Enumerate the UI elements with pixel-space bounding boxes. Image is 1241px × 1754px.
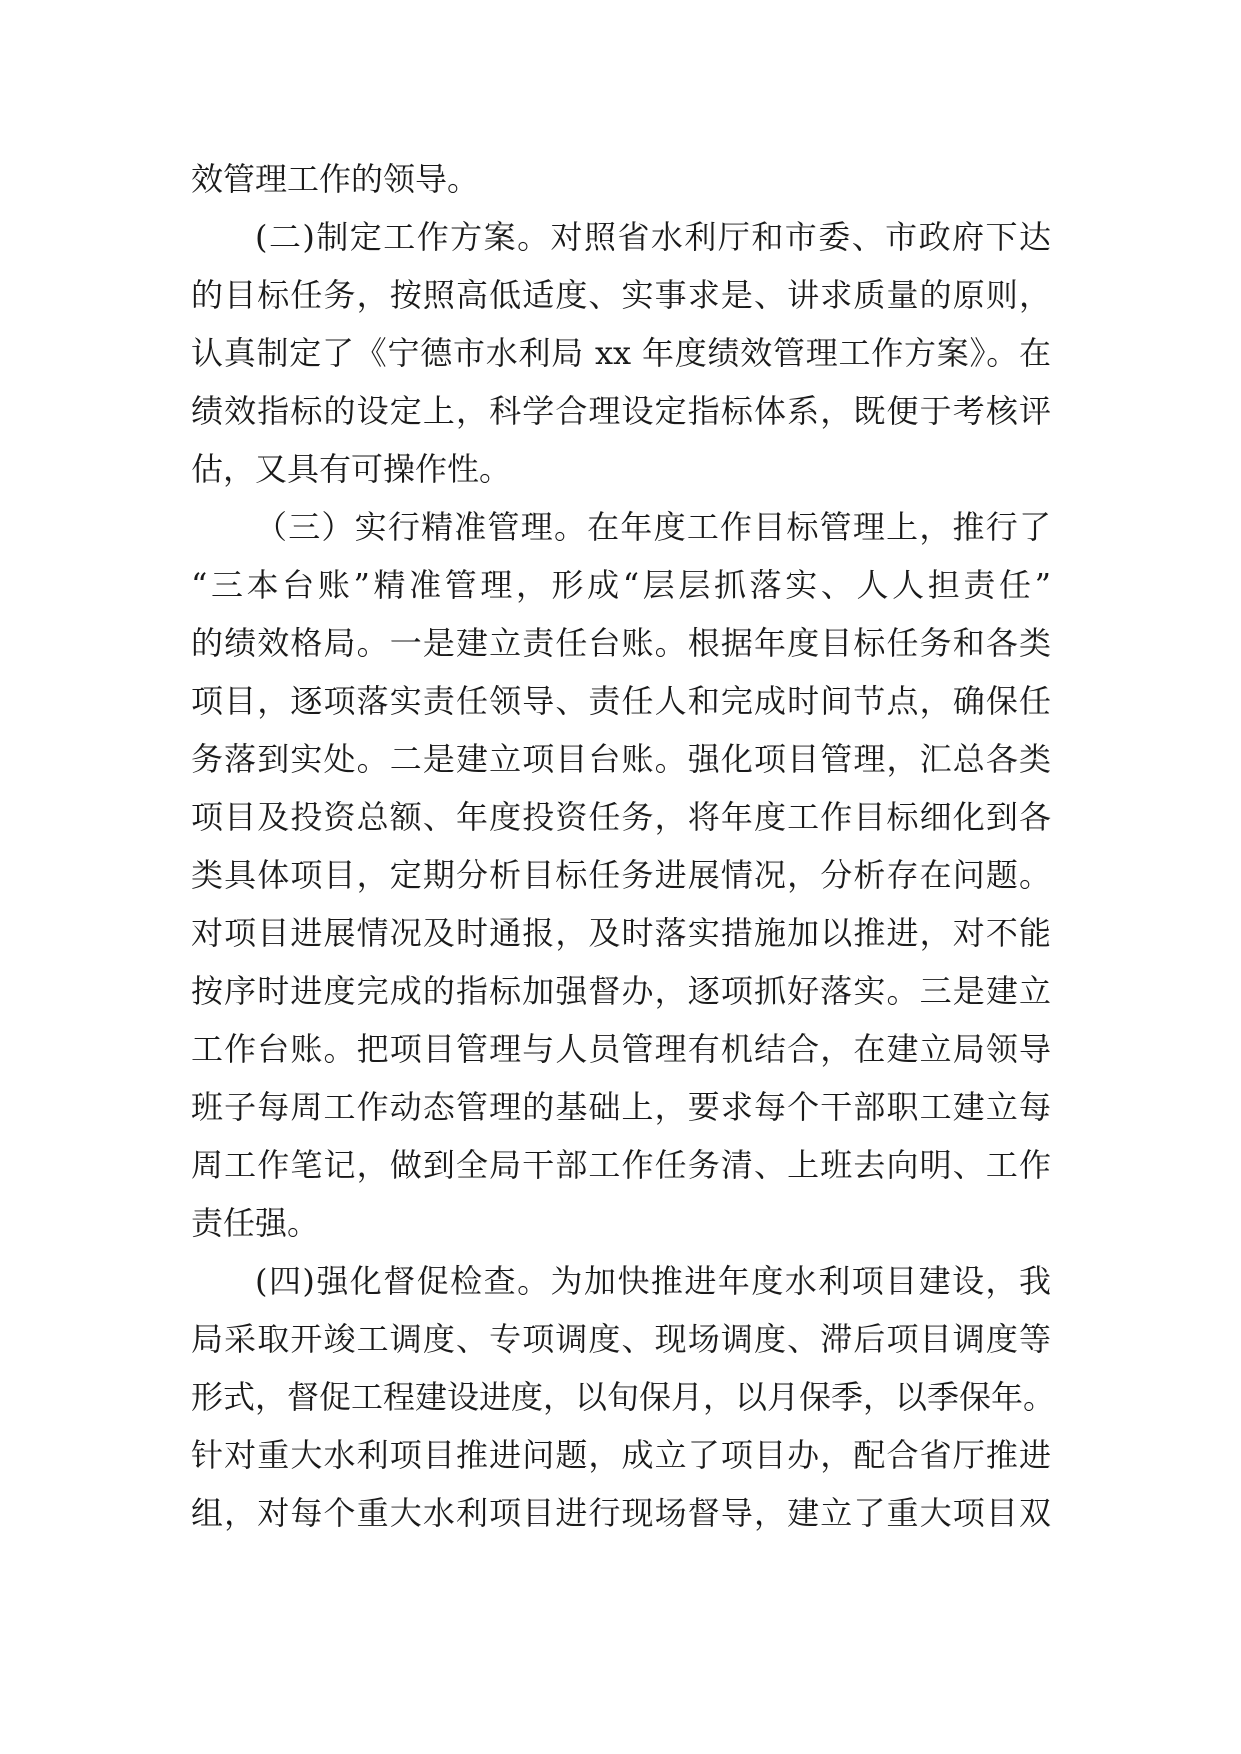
text-line: 周工作笔记，做到全局干部工作任务清、上班去向明、工作 [191,1146,1051,1184]
text-line: 认真制定了《宁德市水利局 xx 年度绩效管理工作方案》。在 [191,334,1051,372]
text-line: 项目及投资总额、年度投资任务，将年度工作目标细化到各 [191,798,1051,836]
text-line: 的目标任务，按照高低适度、实事求是、讲求质量的原则， [191,276,1051,314]
text-line: 工作台账。把项目管理与人员管理有机结合，在建立局领导 [191,1030,1051,1068]
text-line: 组，对每个重大水利项目进行现场督导，建立了重大项目双 [191,1494,1051,1532]
text-line: 项目，逐项落实责任领导、责任人和完成时间节点，确保任 [191,682,1051,720]
text-line: 类具体项目，定期分析目标任务进展情况，分析存在问题。 [191,856,1051,894]
text-line: 形式，督促工程建设进度，以旬保月，以月保季，以季保年。 [191,1378,1056,1416]
text-line: 绩效指标的设定上，科学合理设定指标体系，既便于考核评 [191,392,1051,430]
text-line: 针对重大水利项目推进问题，成立了项目办，配合省厅推进 [191,1436,1051,1474]
text-line: 班子每周工作动态管理的基础上，要求每个干部职工建立每 [191,1088,1051,1126]
text-line: 局采取开竣工调度、专项调度、现场调度、滞后项目调度等 [191,1320,1051,1358]
text-line: 的绩效格局。一是建立责任台账。根据年度目标任务和各类 [191,624,1051,662]
body-text [191,150,1056,1542]
text-line: “三本台账”精准管理，形成“层层抓落实、人人担责任” [191,566,1051,604]
text-line: 务落到实处。二是建立项目台账。强化项目管理，汇总各类 [191,740,1051,778]
text-line: 责任强。 [191,1204,320,1242]
paragraph-heading-line: （三）实行精准管理。在年度工作目标管理上，推行了 [255,508,1051,546]
paragraph-heading-line: (四)强化督促检查。为加快推进年度水利项目建设，我 [255,1262,1051,1300]
text-line: 估，又具有可操作性。 [191,450,512,488]
text-line: 对项目进展情况及时通报，及时落实措施加以推进，对不能 [191,914,1051,952]
text-line: 按序时进度完成的指标加强督办，逐项抓好落实。三是建立 [191,972,1051,1010]
text-line: 效管理工作的领导。 [191,160,480,198]
paragraph-heading-line: (二)制定工作方案。对照省水利厅和市委、市政府下达 [255,218,1051,256]
